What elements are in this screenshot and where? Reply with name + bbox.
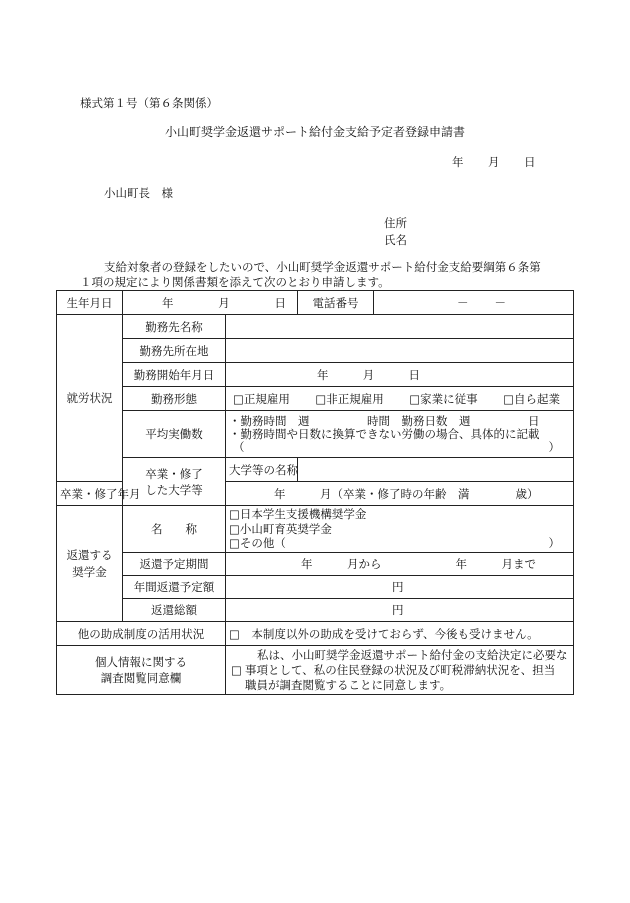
birth-day: 日 [274, 295, 286, 310]
consent-label-2: 調査閲覧同意欄 [100, 671, 182, 685]
form-number: 様式第１号（第６条関係） [80, 96, 218, 110]
birth-year: 年 [162, 295, 174, 310]
employment-type-label: 勤務形態 [123, 387, 226, 411]
type-nonregular-checkbox[interactable]: □非正規雇用 [315, 391, 384, 406]
row-school-name [57, 458, 574, 482]
total-repayment-label: 返還総額 [123, 599, 226, 622]
type-regular-checkbox[interactable]: □正規雇用 [233, 391, 290, 406]
row-employer-address [57, 339, 574, 363]
employer-name-label: 勤務先名称 [123, 315, 226, 339]
start-date-label: 勤務開始年月日 [123, 363, 226, 387]
name-label: 氏名 [384, 233, 407, 247]
repayment-period-from: 年 月から [301, 557, 382, 571]
repayment-period-field[interactable] [226, 553, 574, 576]
row-total-repayment [57, 599, 574, 622]
scholarship-name-label: 名 称 [123, 506, 226, 553]
employer-name-field[interactable] [226, 315, 574, 339]
consent-line-2: 事項として、私の住民登録の状況及び町税滞納状況を、担当 [245, 662, 556, 677]
phone-field[interactable] [374, 291, 574, 315]
scholarship-group-label [57, 506, 123, 622]
consent-field [226, 646, 574, 695]
date-day: 日 [524, 155, 536, 169]
start-date-field[interactable] [226, 363, 574, 387]
application-table [56, 290, 574, 695]
other-aid-label: 他の助成制度の活用状況 [57, 622, 226, 646]
other-aid-checkbox[interactable]: □ 本制度以外の助成を受けておらず、今後も受けません。 [226, 622, 574, 646]
birth-month: 月 [218, 295, 230, 310]
consent-line-1: 私は、小山町奨学金返還サポート給付金の支給決定に必要な [257, 647, 568, 662]
school-group-label-1: 卒業・修了 [145, 466, 203, 481]
consent-checkbox[interactable]: □ [231, 663, 242, 677]
birth-field[interactable] [123, 291, 298, 315]
total-repayment-unit: 円 [392, 603, 404, 617]
consent-line-3: 職員が調査閲覧することに同意します。 [245, 677, 452, 692]
start-month: 月 [362, 367, 375, 382]
start-day: 日 [408, 367, 420, 382]
scholarship-other-close: ） [548, 536, 560, 551]
phone-dash-2: － [494, 295, 506, 310]
row-avg-work [57, 411, 574, 458]
consent-label [57, 646, 226, 695]
annual-repayment-unit: 円 [392, 580, 404, 594]
employer-address-label: 勤務先所在地 [123, 339, 226, 363]
graduation-field[interactable]: 年 月（卒業・修了時の年齢 満 歳） [226, 482, 574, 506]
avg-work-hours-line: ・勤務時間 週 時間 勤務日数 週 日 [229, 413, 540, 428]
row-annual-repayment [57, 576, 574, 599]
row-other-aid [57, 622, 574, 646]
repayment-period-to: 年 月まで [455, 557, 536, 571]
row-start-date [57, 363, 574, 387]
scholarship-group-label-2: 奨学金 [72, 564, 107, 579]
type-family-business-checkbox[interactable]: □家業に従事 [409, 391, 478, 406]
phone-label: 電話番号 [298, 291, 374, 315]
annual-repayment-field[interactable] [226, 576, 574, 599]
date-year: 年 [452, 155, 464, 169]
annual-repayment-label: 年間返還予定額 [123, 576, 226, 599]
intro-line-2: １項の規定により関係書類を添えて次のとおり申請します。 [80, 275, 390, 289]
scholarship-jasso-checkbox[interactable]: □日本学生支援機構奨学金 [229, 507, 367, 522]
consent-label-1: 個人情報に関する [95, 655, 187, 669]
school-name-label: 大学等の名称 [226, 458, 298, 482]
avg-work-label: 平均実働数 [123, 411, 226, 458]
repayment-period-label: 返還予定期間 [123, 553, 226, 576]
row-repayment-period [57, 553, 574, 576]
avg-work-paren-open: （ [233, 439, 245, 454]
address-label: 住所 [384, 216, 407, 230]
avg-work-paren-close: ） [548, 439, 560, 454]
scholarship-oyama-checkbox[interactable]: □小山町育英奨学金 [229, 521, 332, 536]
avg-work-note-line: ・勤務時間や日数に換算できない労働の場合、具体的に記載 [229, 426, 540, 441]
avg-work-field[interactable] [226, 411, 574, 458]
total-repayment-field[interactable] [226, 599, 574, 622]
scholarship-other-checkbox[interactable]: □その他（ [229, 536, 286, 551]
row-scholarship-name [57, 506, 574, 553]
work-group-label: 就労状況 [57, 315, 123, 482]
addressee: 小山町長 様 [104, 186, 173, 200]
date-month: 月 [488, 155, 500, 169]
page-title: 小山町奨学金返還サポート給付金支給予定者登録申請書 [164, 125, 465, 139]
school-name-field[interactable] [298, 458, 574, 482]
employer-address-field[interactable] [226, 339, 574, 363]
scholarship-group-label-1: 返還する [66, 547, 113, 562]
birth-label: 生年月日 [57, 291, 123, 315]
row-consent [57, 646, 574, 695]
start-year: 年 [317, 367, 329, 382]
scholarship-options [226, 506, 574, 553]
row-employment-type [57, 387, 574, 411]
intro-line-1: 支給対象者の登録をしたいので、小山町奨学金返還サポート給付金支給要綱第６条第 [104, 260, 541, 274]
school-group-label-2: した大学等 [145, 482, 203, 497]
phone-dash-1: － [457, 295, 469, 310]
row-birth-phone [57, 291, 574, 315]
row-employer-name [57, 315, 574, 339]
graduation-label: 卒業・修了年月 [57, 482, 123, 506]
employment-type-options [226, 387, 574, 411]
type-self-employed-checkbox[interactable]: □自ら起業 [503, 391, 560, 406]
intro-paragraph [80, 260, 566, 290]
